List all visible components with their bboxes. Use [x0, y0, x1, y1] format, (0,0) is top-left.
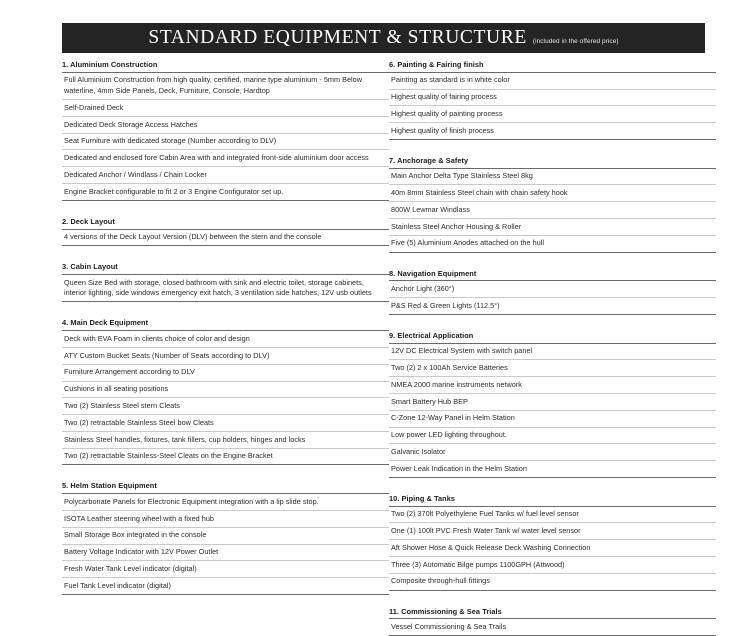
- equipment-row: Cushions in all seating positions: [62, 382, 389, 399]
- equipment-row: Self-Drained Deck: [62, 100, 389, 117]
- equipment-row: Highest quality of painting process: [389, 106, 716, 123]
- section-row-list: [389, 72, 716, 140]
- section-heading: 6. Painting & Fairing finish: [389, 60, 716, 72]
- equipment-row: Two (2) retractable Stainless-Steel Cleats on the Engine Bracket: [62, 449, 389, 466]
- section-heading: 4. Main Deck Equipment: [62, 318, 389, 330]
- equipment-row: Anchor Light (360°): [389, 281, 716, 298]
- section-row-list: [389, 343, 716, 478]
- equipment-row: Composite through-hull fittings: [389, 574, 716, 591]
- equipment-row: Vessel Commissioning & Sea Trails: [389, 619, 716, 636]
- equipment-row: 40m 8mm Stainless Steel chain with chain safety hook: [389, 185, 716, 202]
- equipment-section: [62, 262, 389, 302]
- equipment-row: Power Leak Indication in the Helm Station: [389, 461, 716, 478]
- page-title: STANDARD EQUIPMENT & STRUCTURE: [148, 28, 526, 48]
- equipment-section: [389, 331, 716, 478]
- section-heading: 8. Navigation Equipment: [389, 269, 716, 281]
- equipment-section: [389, 60, 716, 140]
- equipment-row: P&S Red & Green Lights (112.5°): [389, 298, 716, 315]
- equipment-row: Painting as standard is in white color: [389, 73, 716, 90]
- equipment-section: [389, 156, 716, 253]
- equipment-row: Smart Battery Hub BEP: [389, 394, 716, 411]
- right-column: [389, 60, 716, 636]
- equipment-row: Two (2) retractable Stainless Steel bow Cleats: [62, 415, 389, 432]
- equipment-row: Seat Furniture with dedicated storage (Number according to DLV): [62, 134, 389, 151]
- equipment-row: One (1) 100lt PVC Fresh Water Tank w/ water level sensor: [389, 523, 716, 540]
- section-heading: 1. Aluminium Construction: [62, 60, 389, 72]
- equipment-row: ISOTA Leather steering wheel with a fixed hub: [62, 511, 389, 528]
- equipment-row: 4 versions of the Deck Layout Version (DLV) between the stern and the console: [62, 230, 389, 247]
- equipment-row: Low power LED lighting throughout.: [389, 428, 716, 445]
- page-subtitle: (included in the offered price): [533, 38, 619, 45]
- section-heading: 5. Helm Station Equipment: [62, 481, 389, 493]
- equipment-row: Dedicated and enclosed fore Cabin Area with and integrated front-side aluminium door access: [62, 150, 389, 167]
- section-row-list: [389, 168, 716, 253]
- equipment-row: Stainless Steel Anchor Housing & Roller: [389, 219, 716, 236]
- equipment-row: C-Zone 12-Way Panel in Helm Station: [389, 411, 716, 428]
- equipment-row: Deck with EVA Foam in clients choice of color and design: [62, 331, 389, 348]
- equipment-row: NMEA 2000 marine instruments network: [389, 377, 716, 394]
- equipment-row: Furniture Arrangement according to DLV: [62, 365, 389, 382]
- equipment-row: Two (2) 2 x 100Ah Service Batteries: [389, 360, 716, 377]
- document-header-banner: [62, 23, 705, 53]
- equipment-row: Aft Shower Hose & Quick Release Deck Washing Connection: [389, 540, 716, 557]
- equipment-section: [62, 481, 389, 594]
- equipment-row: Highest quality of finish process: [389, 123, 716, 140]
- equipment-row: Queen Size Bed with storage, closed bathroom with sink and electric toilet, storage cabinets, interior lighting, side windows emergency exit hatch, 3 ventilation side hatches, 12V usb outlets: [62, 275, 389, 302]
- equipment-row: Fresh Water Tank Level indicator (digital): [62, 561, 389, 578]
- equipment-section: [389, 494, 716, 591]
- section-row-list: [62, 72, 389, 201]
- equipment-row: Highest quality of fairing process: [389, 90, 716, 107]
- equipment-row: Dedicated Deck Storage Access Hatches: [62, 117, 389, 134]
- section-row-list: [62, 274, 389, 302]
- equipment-row: Main Anchor Delta Type Stainless Steel 8kg: [389, 169, 716, 186]
- equipment-row: Engine Bracket configurable to fit 2 or 3 Engine Configurator set up.: [62, 184, 389, 201]
- equipment-row: Battery Voltage Indicator with 12V Power Outlet: [62, 545, 389, 562]
- section-heading: 7. Anchorage & Safety: [389, 156, 716, 168]
- equipment-row: Polycarbonate Panels for Electronic Equipment integration with a lip slide stop.: [62, 494, 389, 511]
- equipment-row: Small Storage Box integrated in the console: [62, 528, 389, 545]
- section-row-list: [62, 330, 389, 465]
- equipment-section: [389, 269, 716, 315]
- section-row-list: [62, 493, 389, 595]
- equipment-row: Galvanic Isolator: [389, 444, 716, 461]
- equipment-row: Full Aluminium Construction from high quality, certified, marine type aluminium - 5mm Below waterline, 4mm Side Panels, Deck, Furniture, Console, Hardtop: [62, 73, 389, 100]
- equipment-row: 12V DC Electrical System with switch panel: [389, 344, 716, 361]
- equipment-row: Two (2) Stainless Steel stern Cleats: [62, 398, 389, 415]
- equipment-row: Stainless Steel handles, fixtures, tank fillers, cup holders, hinges and locks: [62, 432, 389, 449]
- section-row-list: [389, 280, 716, 315]
- equipment-row: Dedicated Anchor / Windlass / Chain Locker: [62, 167, 389, 184]
- equipment-section: [389, 607, 716, 636]
- section-row-list: [389, 618, 716, 636]
- section-heading: 3. Cabin Layout: [62, 262, 389, 274]
- content-columns: [0, 60, 754, 636]
- equipment-row: Two (2) 370lt Polyethylene Fuel Tanks w/ fuel level sensor: [389, 507, 716, 524]
- equipment-section: [62, 318, 389, 465]
- section-heading: 10. Piping & Tanks: [389, 494, 716, 506]
- equipment-row: Five (5) Aluminium Anodes attached on the hull: [389, 236, 716, 253]
- left-column: [62, 60, 389, 636]
- equipment-row: ATY Custom Bucket Seats (Number of Seats according to DLV): [62, 348, 389, 365]
- section-heading: 9. Electrical Application: [389, 331, 716, 343]
- section-heading: 2. Deck Layout: [62, 217, 389, 229]
- equipment-row: 800W Lewmar Windlass: [389, 202, 716, 219]
- section-row-list: [62, 229, 389, 247]
- equipment-row: Fuel Tank Level indicator (digital): [62, 578, 389, 595]
- equipment-section: [62, 60, 389, 201]
- equipment-row: Three (3) Automatic Bilge pumps 1100GPH (Attwood): [389, 557, 716, 574]
- equipment-section: [62, 217, 389, 247]
- section-heading: 11. Commissioning & Sea Trials: [389, 607, 716, 619]
- section-row-list: [389, 506, 716, 591]
